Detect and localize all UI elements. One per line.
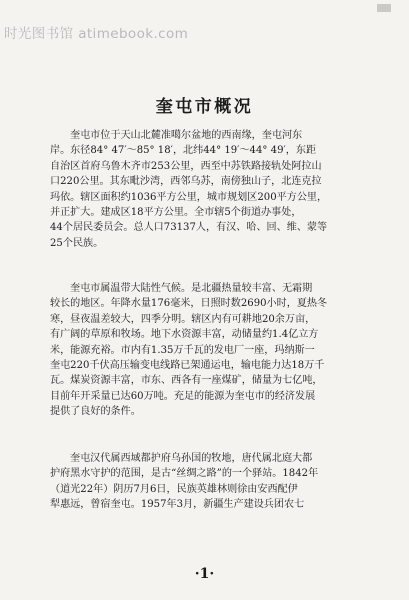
page-number: ·1· — [194, 566, 215, 582]
text-line: 玛依。辖区面积约1036平方公里，城市规划区200平方公里， — [50, 191, 328, 203]
watermark-text: 时光图书馆 atimebook.com — [4, 26, 189, 42]
text-line: 自治区首府乌鲁木齐市253公里，西至中苏铁路接轨处阿拉山 — [50, 160, 322, 172]
text-line: 较长的地区。年降水量176毫米，日照时数2690小时，夏热冬 — [50, 298, 328, 310]
text-line: 44个居民委员会。总人口73137人，有汉、哈、回、维、蒙等 — [50, 222, 328, 234]
page-title: 奎屯市概况 — [155, 97, 254, 117]
text-line: 岸。东径84° 47′～85° 18′，北纬44° 19′～44° 49′，东距 — [50, 145, 317, 157]
text-line: 奎屯市位于天山北麓准噶尔盆地的西南缘，奎屯河东 — [70, 130, 303, 141]
paragraph-location — [50, 128, 367, 251]
text-line: 犁惠远，曾宿奎屯。1957年3月，新疆生产建设兵团农七 — [50, 499, 305, 511]
paragraph-history — [50, 451, 367, 513]
text-line: 奎屯汉代属西域都护府乌孙国的牧地，唐代属北庭大都 — [70, 453, 313, 464]
text-line: 米，能源充裕。市内有1.35万千瓦的发电厂一座，玛纳斯一 — [50, 344, 315, 356]
text-line: 有广阔的草原和牧场。地下水资源丰富，动储量约1.4亿立方 — [50, 329, 319, 341]
text-line: 提供了良好的条件。 — [50, 406, 141, 418]
text-line: 奎屯220千伏高压输变电线路已架通运电，输电能力达18万千 — [50, 360, 325, 372]
text-line: 25个民族。 — [50, 237, 104, 249]
text-line: 并正扩大。建成区18平方公里。全市辖5个街道办事处， — [50, 207, 302, 219]
text-line: 目前年开采量已达60万吨。充足的能源为奎屯市的经济发展 — [50, 390, 316, 402]
text-line: （道光22年）阴历7月6日，民族英雄林则徐由安西配伊 — [50, 483, 298, 495]
text-line: 护府黑水守护的范围，是古“丝绸之路”的一个驿站。1842年 — [50, 468, 319, 480]
text-line: 瓦。煤炭资源丰富，市东、西各有一座煤矿，储量为七亿吨， — [50, 375, 323, 387]
text-line: 寒，昼夜温差较大，四季分明。辖区内有可耕地20余万亩， — [50, 313, 316, 325]
text-line: 奎屯市属温带大陆性气候。是北疆热量较丰富、无霜期 — [70, 283, 313, 294]
scan-corner-mark — [377, 4, 391, 12]
paragraph-climate — [50, 281, 367, 420]
text-line: 口220公里。其东毗沙湾，西邻乌苏，南傍独山子，北连克拉 — [50, 176, 322, 188]
